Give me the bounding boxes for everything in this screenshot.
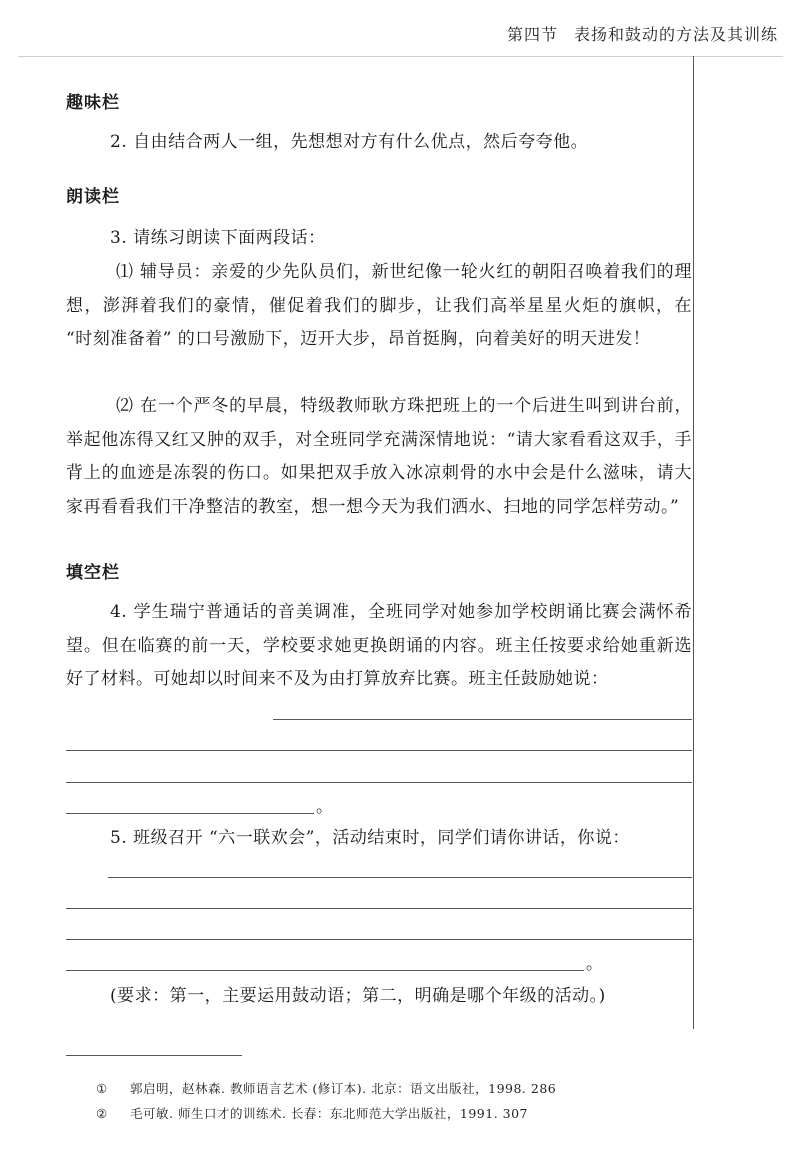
item-5-period: 。	[586, 954, 603, 974]
footnote-2	[96, 1104, 528, 1122]
item-3: 3. 请练习朗读下面两段话：	[110, 228, 326, 248]
footnote-rule	[66, 1055, 242, 1056]
heading-reading: 朗读栏	[66, 187, 120, 207]
footnote-1-text: 郭启明，赵林森. 教师语言艺术 (修订本). 北京：语文出版社，1998. 286	[130, 1081, 557, 1096]
item-2: 2. 自由结合两人一组，先想想对方有什么优点，然后夸夸他。	[110, 132, 589, 152]
footnote-1	[96, 1079, 556, 1097]
answer-line-5a[interactable]	[108, 877, 692, 878]
heading-fill: 填空栏	[66, 563, 120, 583]
footnote-2-marker: ②	[96, 1106, 108, 1121]
section-title: 表扬和鼓动的方法及其训练	[573, 25, 778, 44]
answer-line-4b[interactable]	[66, 750, 692, 751]
answer-line-4d[interactable]	[66, 813, 314, 814]
answer-line-5d[interactable]	[66, 970, 584, 971]
running-head	[507, 22, 778, 45]
item-4: 4. 学生瑞宁普通话的音美调准，全班同学对她参加学校朗诵比赛会满怀希望。但在临赛的前一天，学校要求她更换朗诵的内容。班主任按要求给她重新选好了材料。可她却以时间来不及为由打算放弃比赛。班主任鼓励她说：	[66, 602, 692, 689]
answer-line-4c[interactable]	[66, 782, 692, 783]
reading-passage-1: ⑴ 辅导员：亲爱的少先队员们，新世纪像一轮火红的朝阳召唤着我们的理想，澎湃着我们的豪情，催促着我们的脚步，让我们高举星星火炬的旗帜，在 “时刻准备着” 的口号激励下，迈开大步，昂首挺胸，向着美好的明天进发！	[66, 262, 692, 349]
answer-line-5c[interactable]	[66, 939, 692, 940]
section-number: 第四节	[506, 25, 558, 44]
item-4-period: 。	[316, 797, 333, 817]
footnote-2-text: 毛可敏. 师生口才的训练术. 长春：东北师范大学出版社，1991. 307	[130, 1106, 529, 1121]
footnote-1-marker: ①	[96, 1081, 108, 1096]
margin-rule	[693, 56, 694, 1029]
reading-passage-2: ⑵ 在一个严冬的早晨，特级教师耿方珠把班上的一个后进生叫到讲台前，举起他冻得又红又肿的双手，对全班同学充满深情地说：“请大家看看这双手，手背上的血迹是冻裂的伤口。如果把双手放入冰凉刺骨的水中会是什么滋味，请大家再看看我们干净整洁的教室，想一想今天为我们洒水、扫地的同学怎样劳动。”	[66, 396, 692, 517]
header-rule	[18, 56, 783, 57]
heading-fun: 趣味栏	[66, 93, 120, 113]
requirement-note: (要求：第一，主要运用鼓动语；第二，明确是哪个年级的活动。)	[110, 986, 606, 1006]
item-5: 5. 班级召开 “六一联欢会”，活动结束时，同学们请你讲话，你说：	[110, 828, 630, 848]
answer-line-5b[interactable]	[66, 908, 692, 909]
answer-line-4a[interactable]	[273, 719, 692, 720]
